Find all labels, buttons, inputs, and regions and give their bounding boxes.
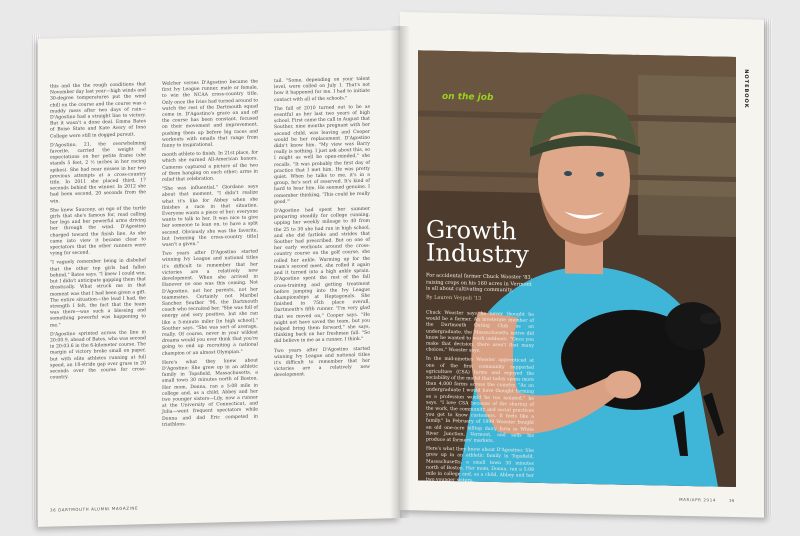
right-folio: MAR/APR 2014 [679, 496, 716, 503]
paragraph: Chuck Wooster says he never thought he would be a farmer. An inveterate member of the Dartmouth Outing Club as an undergraduate, the Massachusetts native did know he wanted to work outdoors. "Once you make that decision, there aren't that many choices," Wooster says. [426, 310, 534, 354]
notebook-side-label: NOTEBOOK [743, 69, 749, 109]
paragraph: this and the the rough conditions that November day last year—high winds and 30-degree temperatures put the wind chill on the course and the course was a muddy mess after two days of rain—D'Agostino had a straight line to victory. But it wasn't a done deal. Emma Bates of Boise State and Kate Avery of Iona College were still in dogged pursuit. [50, 82, 146, 140]
deck-text: For accidental farmer Chuck Wooster '83, raising crops on his 160 acres in Vermont is all about cultivating community. [426, 272, 533, 294]
paragraph: D'Agostino sprinted across the line in 20:00.9, ahead of Bates, who was second in 20:03.6 in the 6-kilometer course. The margin of victory broke small on paper, but with elite athletes running at full speed, an 18-stride gap over grass in 20 seconds over the course for cross-country. [50, 329, 146, 381]
paragraph: Here's what they knew about D'Agostino: She grew up in an athletic family in Topsfield, Massachusetts, a small town 30 minutes north of Boston. Her mom, Donna, ran a 5:08 mile in college and, as a child, Abbey and her two younger sisters—Lily, now a runner at the University of Connecticut, and Julia—went frequent spectators while Donna and dad Eric competed in triathlons. [162, 358, 258, 428]
section-tag: on the job [442, 91, 494, 103]
article-body [426, 310, 534, 484]
article-deck [426, 273, 536, 304]
paragraph: Here's what they knew about D'Agostino: She grew up in an athletic family in Topsfield, Massachusetts, a small town 30 minutes north of Boston. Her mom, Donna, ran a 5:08 mile in college and, as a child, Abbey and her two younger sisters. [426, 446, 534, 484]
headline-line-2: Industry [426, 238, 529, 269]
headline-line-1: Growth [426, 215, 517, 246]
text-column-1 [50, 82, 146, 496]
right-page [400, 12, 764, 518]
book-gutter [390, 26, 410, 518]
paragraph: month athlete to finish. In 21st place, for which she earned All-American honors. Cameras captured a picture of the two of them hanging on each other; arms in relief that celebration. [162, 150, 258, 183]
paragraph: The fall of 2010 turned out to be as eventful as her last two years of high school. First came the call in August that Souther, nine months pregnant with her second child, was leaving and Cooper would be her replacement. D'Agostino didn't know him. "My view was Barry really is nothing. I just ask about this, so I might as well be open-minded," she recalls. "It was probably the first day of practice that I met him. He was pretty quiet. When he talks to me, it's in a group, he's sort of reserved. It's kind of hard to hear him. He seemed genuine. I remember thinking, 'This could be really good.'" [274, 104, 370, 205]
byline: By Lauren Vespoli '13 [426, 294, 482, 302]
paragraph: D'Agostino had spent her summer preparing steadily for college running, upping her weekly mileage to 40 from the 25 to 30 she had run in high school, and she did fartleks and strides that Souther had prescribed. But on one of her early workouts around the cross-country course on the golf course, she rolled her ankle. Warming up for the team's second meet, she rolled it again and it turned into a high ankle sprain. D'Agostino spent the rest of the fall cross-training and getting treatment before jumping into the Ivy League championships at Heptagonals. She finished in 75th place overall, Dartmouth's fifth runner. "I'm very glad that we moved on," Cooper says. "He might not have saved the team, but you helped bring them forward," she says, thinking back on her freshman fall. "So did believe in me as a runner, I think." [274, 206, 370, 345]
paragraph: tail. "Some, depending on your talent level, were called on July 1. That's not how it happened for me. I had to initiate contact with all of the schools." [274, 76, 370, 103]
farmer-photo [418, 50, 736, 487]
paragraph: D'Agostino, 21, the overwhelming favorite, carried the weight of expectations on her petite frame (she stands 5 feet, 2 ½ inches in her racing spikes). She had near misses in her two previous attempts at a cross-country title. In 2011 she placed third, 17 seconds behind the winner. In 2012 she had been second, 20 seconds from the win. [50, 141, 146, 205]
article-headline [426, 215, 529, 269]
left-folio: 36 DARTMOUTH ALUMNI MAGAZINE [50, 505, 139, 513]
paragraph: Two years after D'Agostino started winning Ivy League and national titles it's difficult to remember that her victories are a relatively new development. [274, 346, 370, 379]
paragraph: Welcher verses D'Agostino became the first Ivy League runner, male or female, to win the NCAA cross-country title. Only once the Ivies had turned around to watch the rest of the Dartmouth squad come in. D'Agostino's grace on and off the course has been constant, focused on their movement and improvement, pushing them up before big races and workouts with emails that range from funny to inspirational. [162, 79, 258, 149]
paragraph: In the mid-nineties Wooster apprenticed at one of the first community supported agriculture (CSA) farms and enjoyed the sociability of the model that today spans more than 4,000 farms across the country. "As an undergraduate I would have thought farming as a profession would be too isolated," he says. "I love CSA because of the sharing of the work, the community and social practices you get to know customers. It feels like a family." In February of 1999 Wooster bought an old one-acre hilltop dairy farm in White River Junction, Vermont, and sells his produce at farmers' markets. [426, 356, 534, 445]
page-stack-edge-right [764, 18, 772, 514]
text-column-3 [274, 77, 370, 491]
text-column-2 [162, 79, 258, 493]
paragraph: "I vaguely remember being in disbelief that the other top girls had fallen behind," Bates says. "I knew I could win, but I didn't anticipate gapping them that drastically. What struck me in that moment was that I had been given a gift. The entire situation—the lead I had, the strength I felt, the fact that the team was there—was such a blessing and something powerful was happening to me." [50, 258, 146, 329]
left-page [38, 30, 400, 527]
paragraph: She knew Saucony, an ego of the turtle girls that she's famous for, read calling her legs and her powerful arms driving her through the wind. D'Agostino charged toward the finish line. As she came into view it became clear to spectators that the other runners were vying for second. [50, 206, 146, 257]
paragraph: Two years after D'Agostino started winning Ivy League and national titles it's difficult to remember that her victories are a relatively new development. When she arrived in Hanover no one was this coming. Not D'Agostino, not her parents, not her teammates. Certainly not Maribel Sanchez Souther '96, the Dartmouth coach who recruited her. "She was full of energy and very positive, but she ran like a 5-minute miler [in high school]," Souther says. "She was sort of average, really. Of course, never in your wildest dreams would you ever think that you're going to end up recruiting a national champion or an almost Olympian." [162, 249, 258, 357]
right-page-number: 19 [728, 497, 734, 503]
paragraph: "She was influential," Giordano says about that moment. "I didn't realize what it's like for Abbey when she finishes a race in that situation. Everyone wants a piece of her; everyone wants to talk to her. It was nice to give her someone to lean on, to have a split second. Obviously she was the favorite, but [winning the cross-country title] wasn't a given." [162, 184, 258, 248]
magazine-spread [38, 12, 764, 517]
